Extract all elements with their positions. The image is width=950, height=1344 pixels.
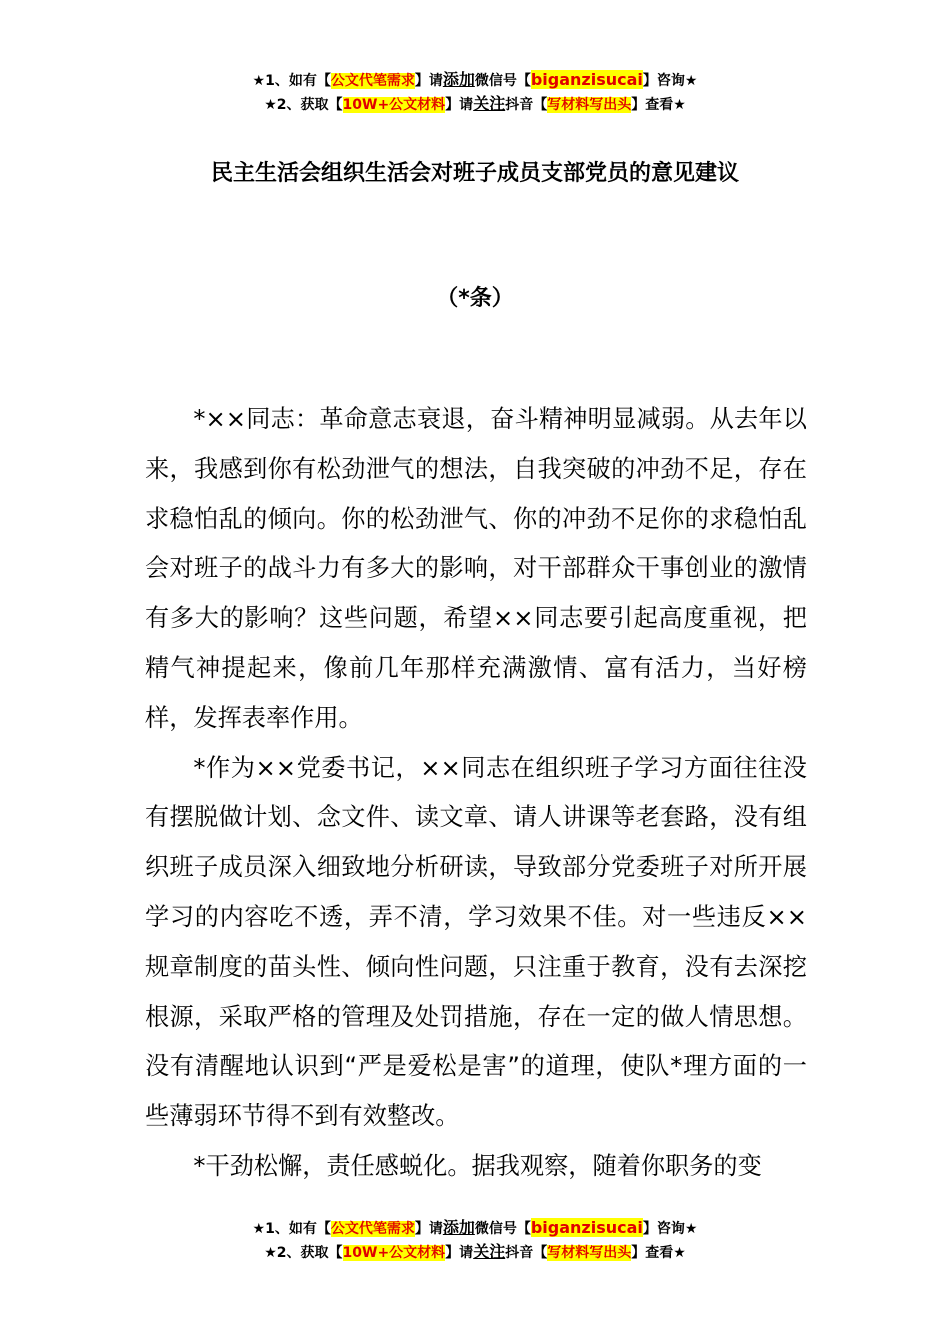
paragraph: *作为××党委书记，××同志在组织班子学习方面往往没有摆脱做计划、念文件、读文章、请人讲课等老套路，没有组织班子成员深入细致地分析研读，导致部分党委班子对所开展学习的内容吃不透，弄不清，学习效果不佳。对一些违反××规章制度的苗头性、倾向性问题，只注重于教育，没有去深挖根源，采取严格的管理及处罚措施，存在一定的做人情思想。没有清醒地认识到“严是爱松是害”的道理，使队*理方面的一些薄弱环节得不到有效整改。 <box>145 753 807 1131</box>
banner-text: ★2、获取【 <box>264 1245 343 1261</box>
document-title: 民主生活会组织生活会对班子成员支部党员的意见建议 <box>210 161 739 186</box>
document-body <box>145 395 807 1192</box>
document-subtitle: （*条） <box>436 286 514 311</box>
highlight-service: 公文代笔需求 <box>330 1221 415 1237</box>
banner-text: 】咨询★ <box>642 73 698 89</box>
banner-text: 】请 <box>414 1221 443 1237</box>
underlined-text: 关注 <box>473 94 506 113</box>
banner-line-2 <box>0 1240 950 1264</box>
banner-line-1 <box>0 68 950 92</box>
underlined-text: 添加 <box>442 1218 475 1237</box>
banner-line-1 <box>0 1216 950 1240</box>
banner-text: ★1、如有【 <box>252 1221 331 1237</box>
banner-text: 】查看★ <box>631 1245 686 1261</box>
banner-text: 】请 <box>414 73 443 89</box>
highlight-douyin-account: 写材料写出头 <box>547 97 632 113</box>
highlight-wechat-id: biganzisucai <box>530 1218 643 1237</box>
paragraph: *干劲松懈，责任感蜕化。据我观察，随着你职务的变 <box>193 1151 762 1180</box>
highlight-materials: 10W+公文材料 <box>342 1245 446 1261</box>
highlight-wechat-id: biganzisucai <box>530 70 643 89</box>
banner-text: 】请 <box>445 97 474 113</box>
banner-text: 】查看★ <box>631 97 686 113</box>
header-banner <box>0 68 950 116</box>
banner-text: 抖音【 <box>505 1245 548 1261</box>
highlight-materials: 10W+公文材料 <box>342 97 446 113</box>
banner-text: 微信号【 <box>474 73 531 89</box>
banner-text: ★1、如有【 <box>252 73 331 89</box>
banner-text: 】请 <box>445 1245 474 1261</box>
banner-text: 微信号【 <box>474 1221 531 1237</box>
banner-text: ★2、获取【 <box>264 97 343 113</box>
underlined-text: 添加 <box>442 70 475 89</box>
paragraph: *××同志：革命意志衰退，奋斗精神明显减弱。从去年以来，我感到你有松劲泄气的想法，自我突破的冲劲不足，存在求稳怕乱的倾向。你的松劲泄气、你的冲劲不足你的求稳怕乱会对班子的战斗力有多大的影响，对干部群众干事创业的激情有多大的影响？这些问题，希望××同志要引起高度重视，把精气神提起来，像前几年那样充满激情、富有活力，当好榜样，发挥表率作用。 <box>145 405 807 732</box>
footer-banner <box>0 1216 950 1264</box>
banner-text: 抖音【 <box>505 97 548 113</box>
underlined-text: 关注 <box>473 1242 506 1261</box>
highlight-douyin-account: 写材料写出头 <box>547 1245 632 1261</box>
banner-line-2 <box>0 92 950 116</box>
highlight-service: 公文代笔需求 <box>330 73 415 89</box>
banner-text: 】咨询★ <box>642 1221 698 1237</box>
